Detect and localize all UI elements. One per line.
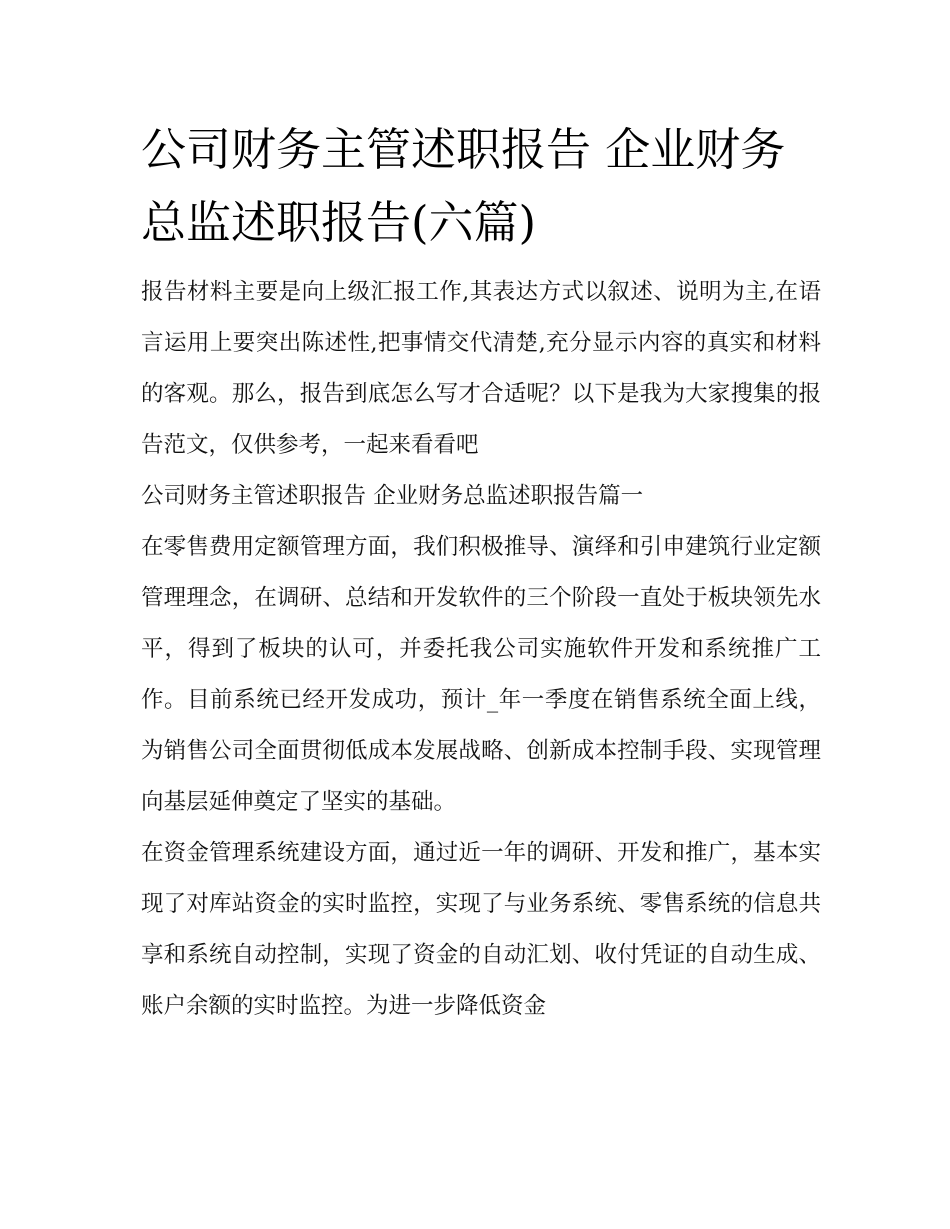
intro-paragraph: 报告材料主要是向上级汇报工作,其表达方式以叙述、说明为主,在语言运用上要突出陈述性,把事情交代清楚,充分显示内容的真实和材料的客观。那么，报告到底怎么写才合适呢？以下是我为大家搜集的报告范文，仅供参考，一起来看看吧 [141, 279, 821, 458]
document-body [141, 113, 821, 1032]
document-title: 公司财务主管述职报告 企业财务总监述职报告(六篇) [141, 123, 786, 249]
body-paragraph-1: 在零售费用定额管理方面，我们积极推导、演绎和引申建筑行业定额管理理念，在调研、总结和开发软件的三个阶段一直处于板块领先水平，得到了板块的认可，并委托我公司实施软件开发和系统推广工作。目前系统已经开发成功，预计_年一季度在销售系统全面上线，为销售公司全面贯彻低成本发展战略、创新成本控制手段、实现管理向基层延伸奠定了坚实的基础。 [141, 534, 821, 815]
section-heading: 公司财务主管述职报告 企业财务总监述职报告篇一 [141, 483, 644, 509]
body-paragraph-2: 在资金管理系统建设方面，通过近一年的调研、开发和推广，基本实现了对库站资金的实时监控，实现了与业务系统、零售系统的信息共享和系统自动控制，实现了资金的自动汇划、收付凭证的自动生成、账户余额的实时监控。为进一步降低资金 [141, 840, 821, 1019]
